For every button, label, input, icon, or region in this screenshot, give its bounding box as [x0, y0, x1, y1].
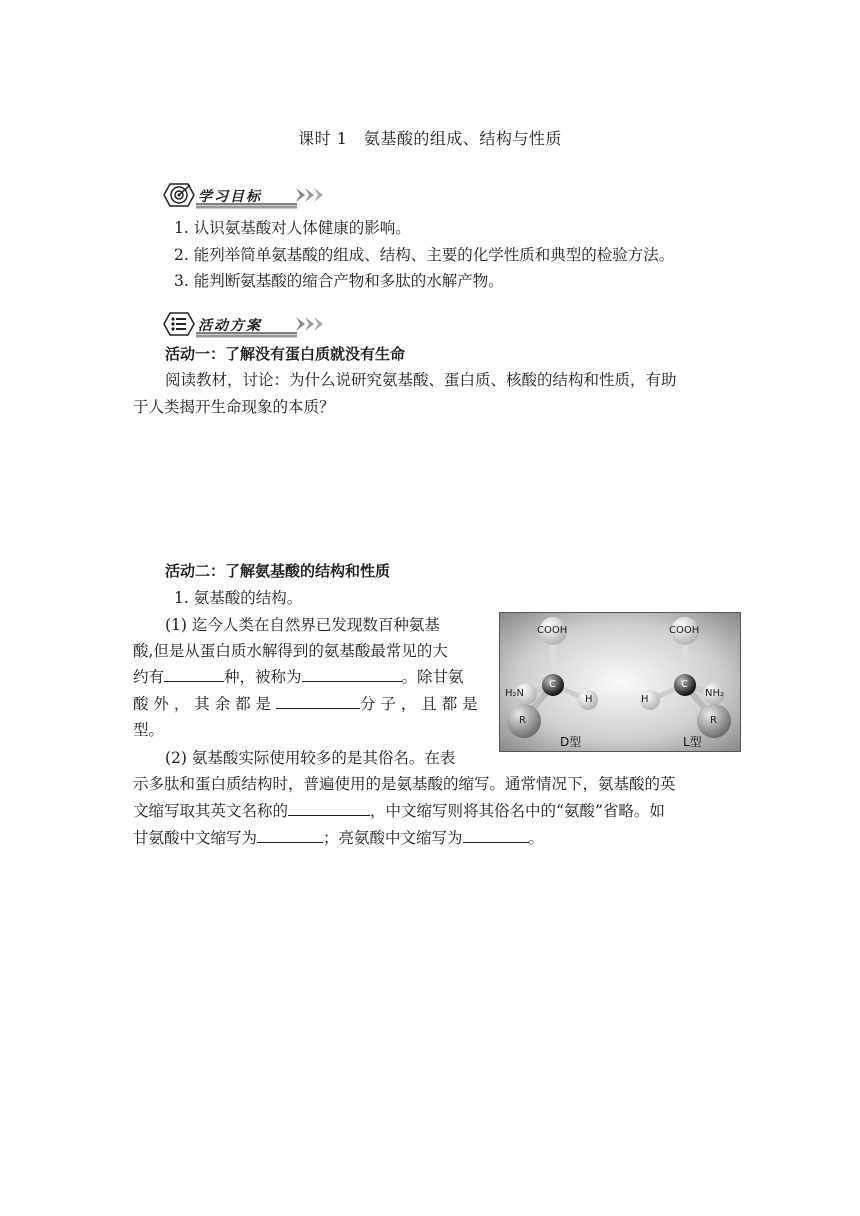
text: 约有 — [133, 668, 165, 686]
text: 种，被称为 — [224, 668, 302, 686]
goal-item: 1. 认识氨基酸对人体健康的影响。 — [174, 219, 411, 237]
paragraph-line: (2) 氨基酸实际使用较多的是其俗名。在表 — [165, 749, 456, 767]
d-caption: D型 — [560, 735, 582, 749]
text: 。 — [528, 829, 545, 847]
d-c-label: C — [549, 679, 556, 690]
activity1-text: 阅读教材，讨论：为什么说研究氨基酸、蛋白质、核酸的结构和性质，有助 — [165, 371, 677, 389]
activity1-text: 于人类揭开生命现象的本质？ — [133, 398, 335, 416]
d-r-label: R — [519, 715, 526, 726]
plan-banner — [162, 309, 332, 339]
d-h-label: H — [585, 694, 593, 705]
d-cooh-label: COOH — [537, 625, 568, 636]
text: 酸 外 ， 其 余 都 是 — [133, 695, 276, 713]
blank-glycine[interactable] — [257, 826, 323, 843]
paragraph-line: (1) 迄今人类在自然界已发现数百种氨基 — [165, 616, 440, 634]
l-h-label: H — [641, 694, 649, 705]
paragraph-line — [133, 692, 478, 716]
blank-count[interactable] — [164, 665, 224, 682]
blank-leucine[interactable] — [463, 826, 529, 843]
molecule-models — [500, 613, 740, 751]
activity2-item: 1. 氨基酸的结构。 — [174, 589, 303, 607]
text: 。除甘氨 — [401, 668, 464, 686]
blank-name[interactable] — [302, 665, 402, 682]
goals-banner-label: 学习目标 — [198, 189, 262, 205]
blank-molecule[interactable] — [276, 692, 360, 709]
page-title: 课时 1 氨基酸的组成、结构与性质 — [298, 129, 562, 148]
paragraph-line — [133, 826, 544, 850]
text: ；亮氨酸中文缩写为 — [323, 829, 463, 847]
paragraph-line — [133, 665, 464, 689]
text: 文缩写取其英文名称的 — [133, 802, 289, 820]
activity1-heading: 活动一：了解没有蛋白质就没有生命 — [165, 345, 406, 363]
text: ，中文缩写则将其俗名中的“氨酸”省略。如 — [370, 802, 665, 820]
paragraph-line — [133, 799, 665, 823]
l-r-label: R — [710, 715, 717, 726]
text: 分 子 ， 且 都 是 — [360, 695, 478, 713]
goal-item: 3. 能判断氨基酸的缩合产物和多肽的水解产物。 — [174, 272, 504, 290]
text: 甘氨酸中文缩写为 — [133, 829, 258, 847]
l-nh2-label: NH₂ — [705, 688, 725, 699]
plan-banner-label: 活动方案 — [198, 318, 262, 334]
blank-abbrev[interactable] — [288, 799, 370, 816]
l-cooh-label: COOH — [669, 625, 700, 636]
paragraph-line: 示多肽和蛋白质结构时，普遍使用的是氨基酸的缩写。通常情况下，氨基酸的英 — [133, 775, 676, 793]
goal-item: 2. 能列举简单氨基酸的组成、结构、主要的化学性质和典型的检验方法。 — [174, 246, 675, 264]
amino-acid-figure — [499, 612, 741, 752]
l-caption: L型 — [683, 735, 702, 749]
d-h2n-label: H₂N — [505, 688, 525, 699]
activity2-heading: 活动二：了解氨基酸的结构和性质 — [165, 562, 391, 580]
goals-banner — [162, 180, 332, 210]
l-c-label: C — [681, 679, 688, 690]
paragraph-line: 型。 — [133, 721, 165, 739]
paragraph-line: 酸,但是从蛋白质水解得到的氨基酸最常见的大 — [133, 642, 448, 660]
